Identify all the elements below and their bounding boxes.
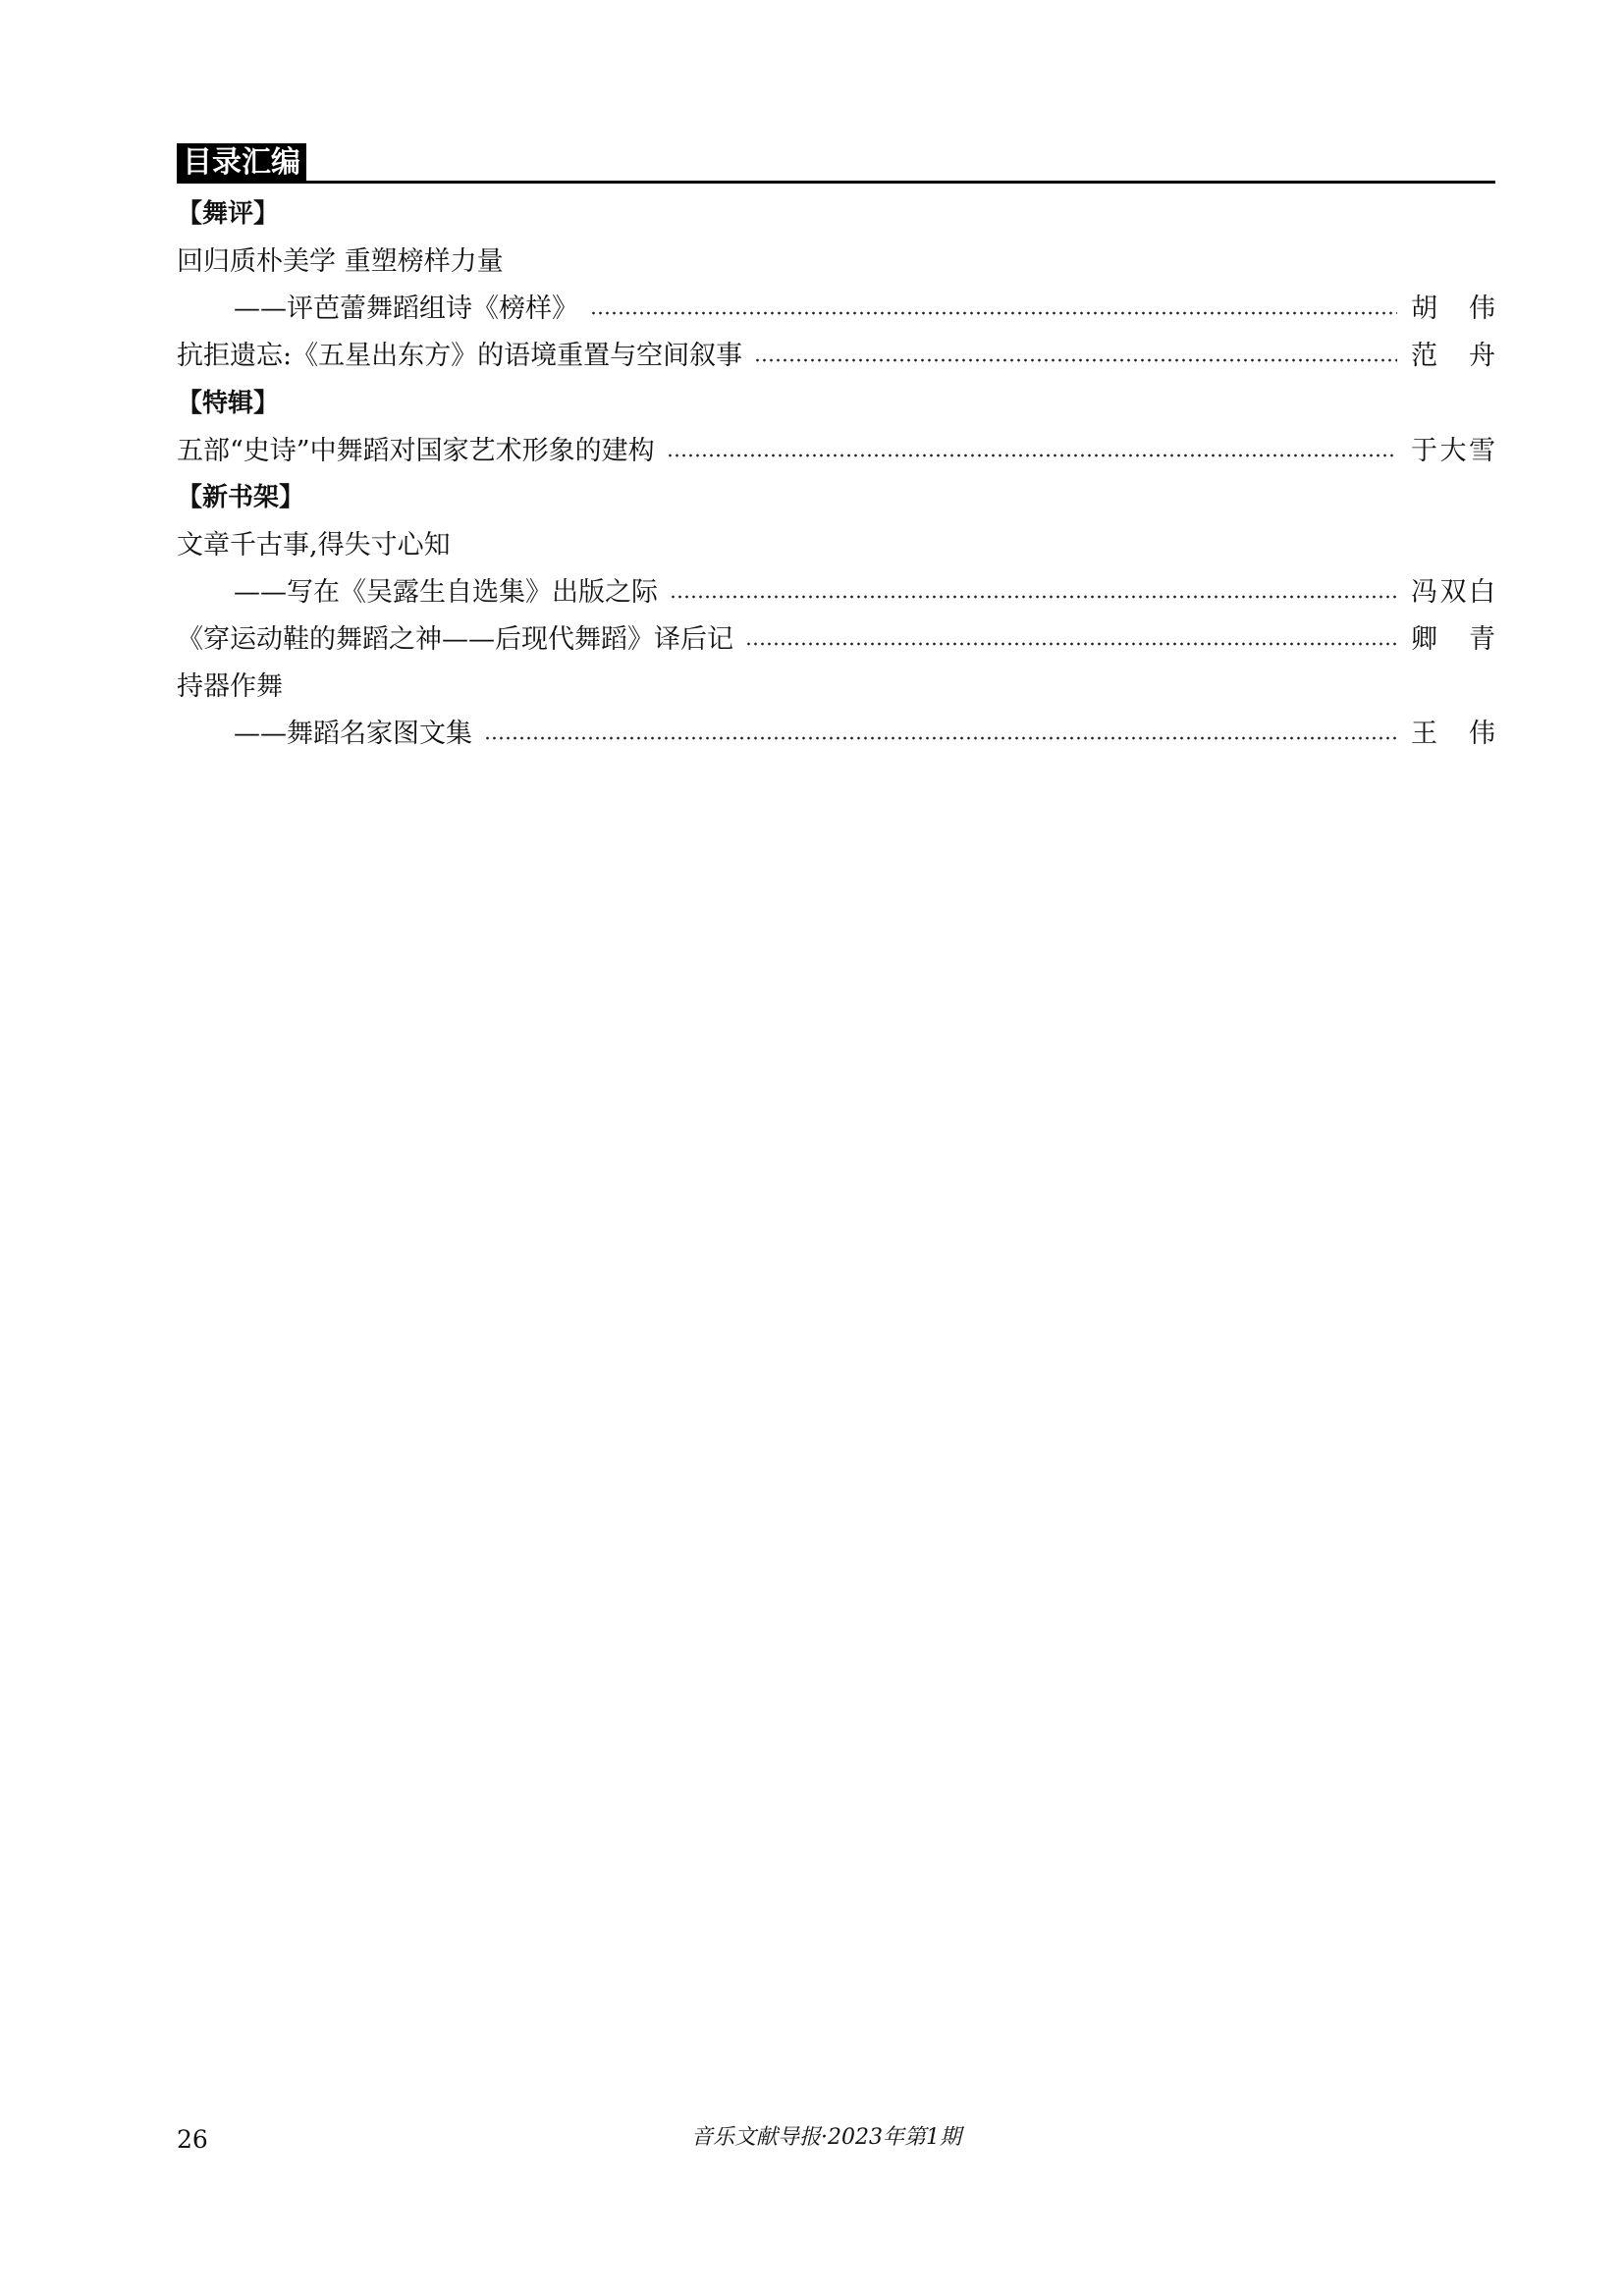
section-header: [177, 143, 1495, 185]
entry-author: 范 舟: [1411, 341, 1495, 371]
toc-entry[interactable]: [177, 434, 1495, 469]
toc-entry[interactable]: [177, 339, 1495, 374]
entry-title: 抗拒遗忘:《五星出东方》的语境重置与空间叙事: [177, 341, 743, 371]
entry-subtitle: ——舞蹈名家图文集: [234, 719, 472, 749]
toc-entry-subtitle-line[interactable]: [177, 575, 1495, 611]
dot-leader: [670, 594, 1397, 600]
entry-title: 持器作舞: [177, 671, 283, 702]
toc-entry-title[interactable]: [177, 528, 1495, 563]
dot-leader: [667, 453, 1397, 458]
entry-title: 《穿运动鞋的舞蹈之神——后现代舞蹈》译后记: [177, 624, 733, 655]
entry-author: 冯双白: [1411, 577, 1495, 608]
entry-subtitle: ——写在《吴露生自选集》出版之际: [234, 577, 658, 608]
entry-author: 王 伟: [1411, 719, 1495, 749]
header-rule: [177, 181, 1495, 184]
section-title: 目录汇编: [177, 143, 306, 183]
dot-leader: [754, 357, 1397, 363]
dot-leader: [484, 735, 1397, 741]
toc-entry-title[interactable]: [177, 244, 1495, 280]
toc-entry[interactable]: [177, 622, 1495, 658]
entry-title: 回归质朴美学 重塑榜样力量: [177, 246, 504, 277]
entry-author: 于大雪: [1411, 436, 1495, 466]
section-label-new-books: 【新书架】: [177, 483, 305, 512]
entry-title: 五部“史诗”中舞蹈对国家艺术形象的建构: [177, 436, 655, 466]
toc-entry-subtitle-line[interactable]: [177, 292, 1495, 327]
dot-leader: [590, 310, 1397, 316]
section-label-special: 【特辑】: [177, 389, 280, 418]
dot-leader: [745, 641, 1397, 647]
entry-title: 文章千古事,得失寸心知: [177, 530, 451, 561]
entry-subtitle: ——评芭蕾舞蹈组诗《榜样》: [234, 294, 578, 324]
toc-entry-subtitle-line[interactable]: [177, 717, 1495, 752]
section-label-dance-review: 【舞评】: [177, 199, 280, 229]
page-number: 26: [177, 2125, 208, 2154]
entry-author: 胡 伟: [1411, 294, 1495, 324]
journal-footer: 音乐文献导报·2023年第1期: [691, 2125, 961, 2150]
entry-author: 卿 青: [1411, 624, 1495, 655]
toc-entry-title[interactable]: [177, 669, 1495, 705]
